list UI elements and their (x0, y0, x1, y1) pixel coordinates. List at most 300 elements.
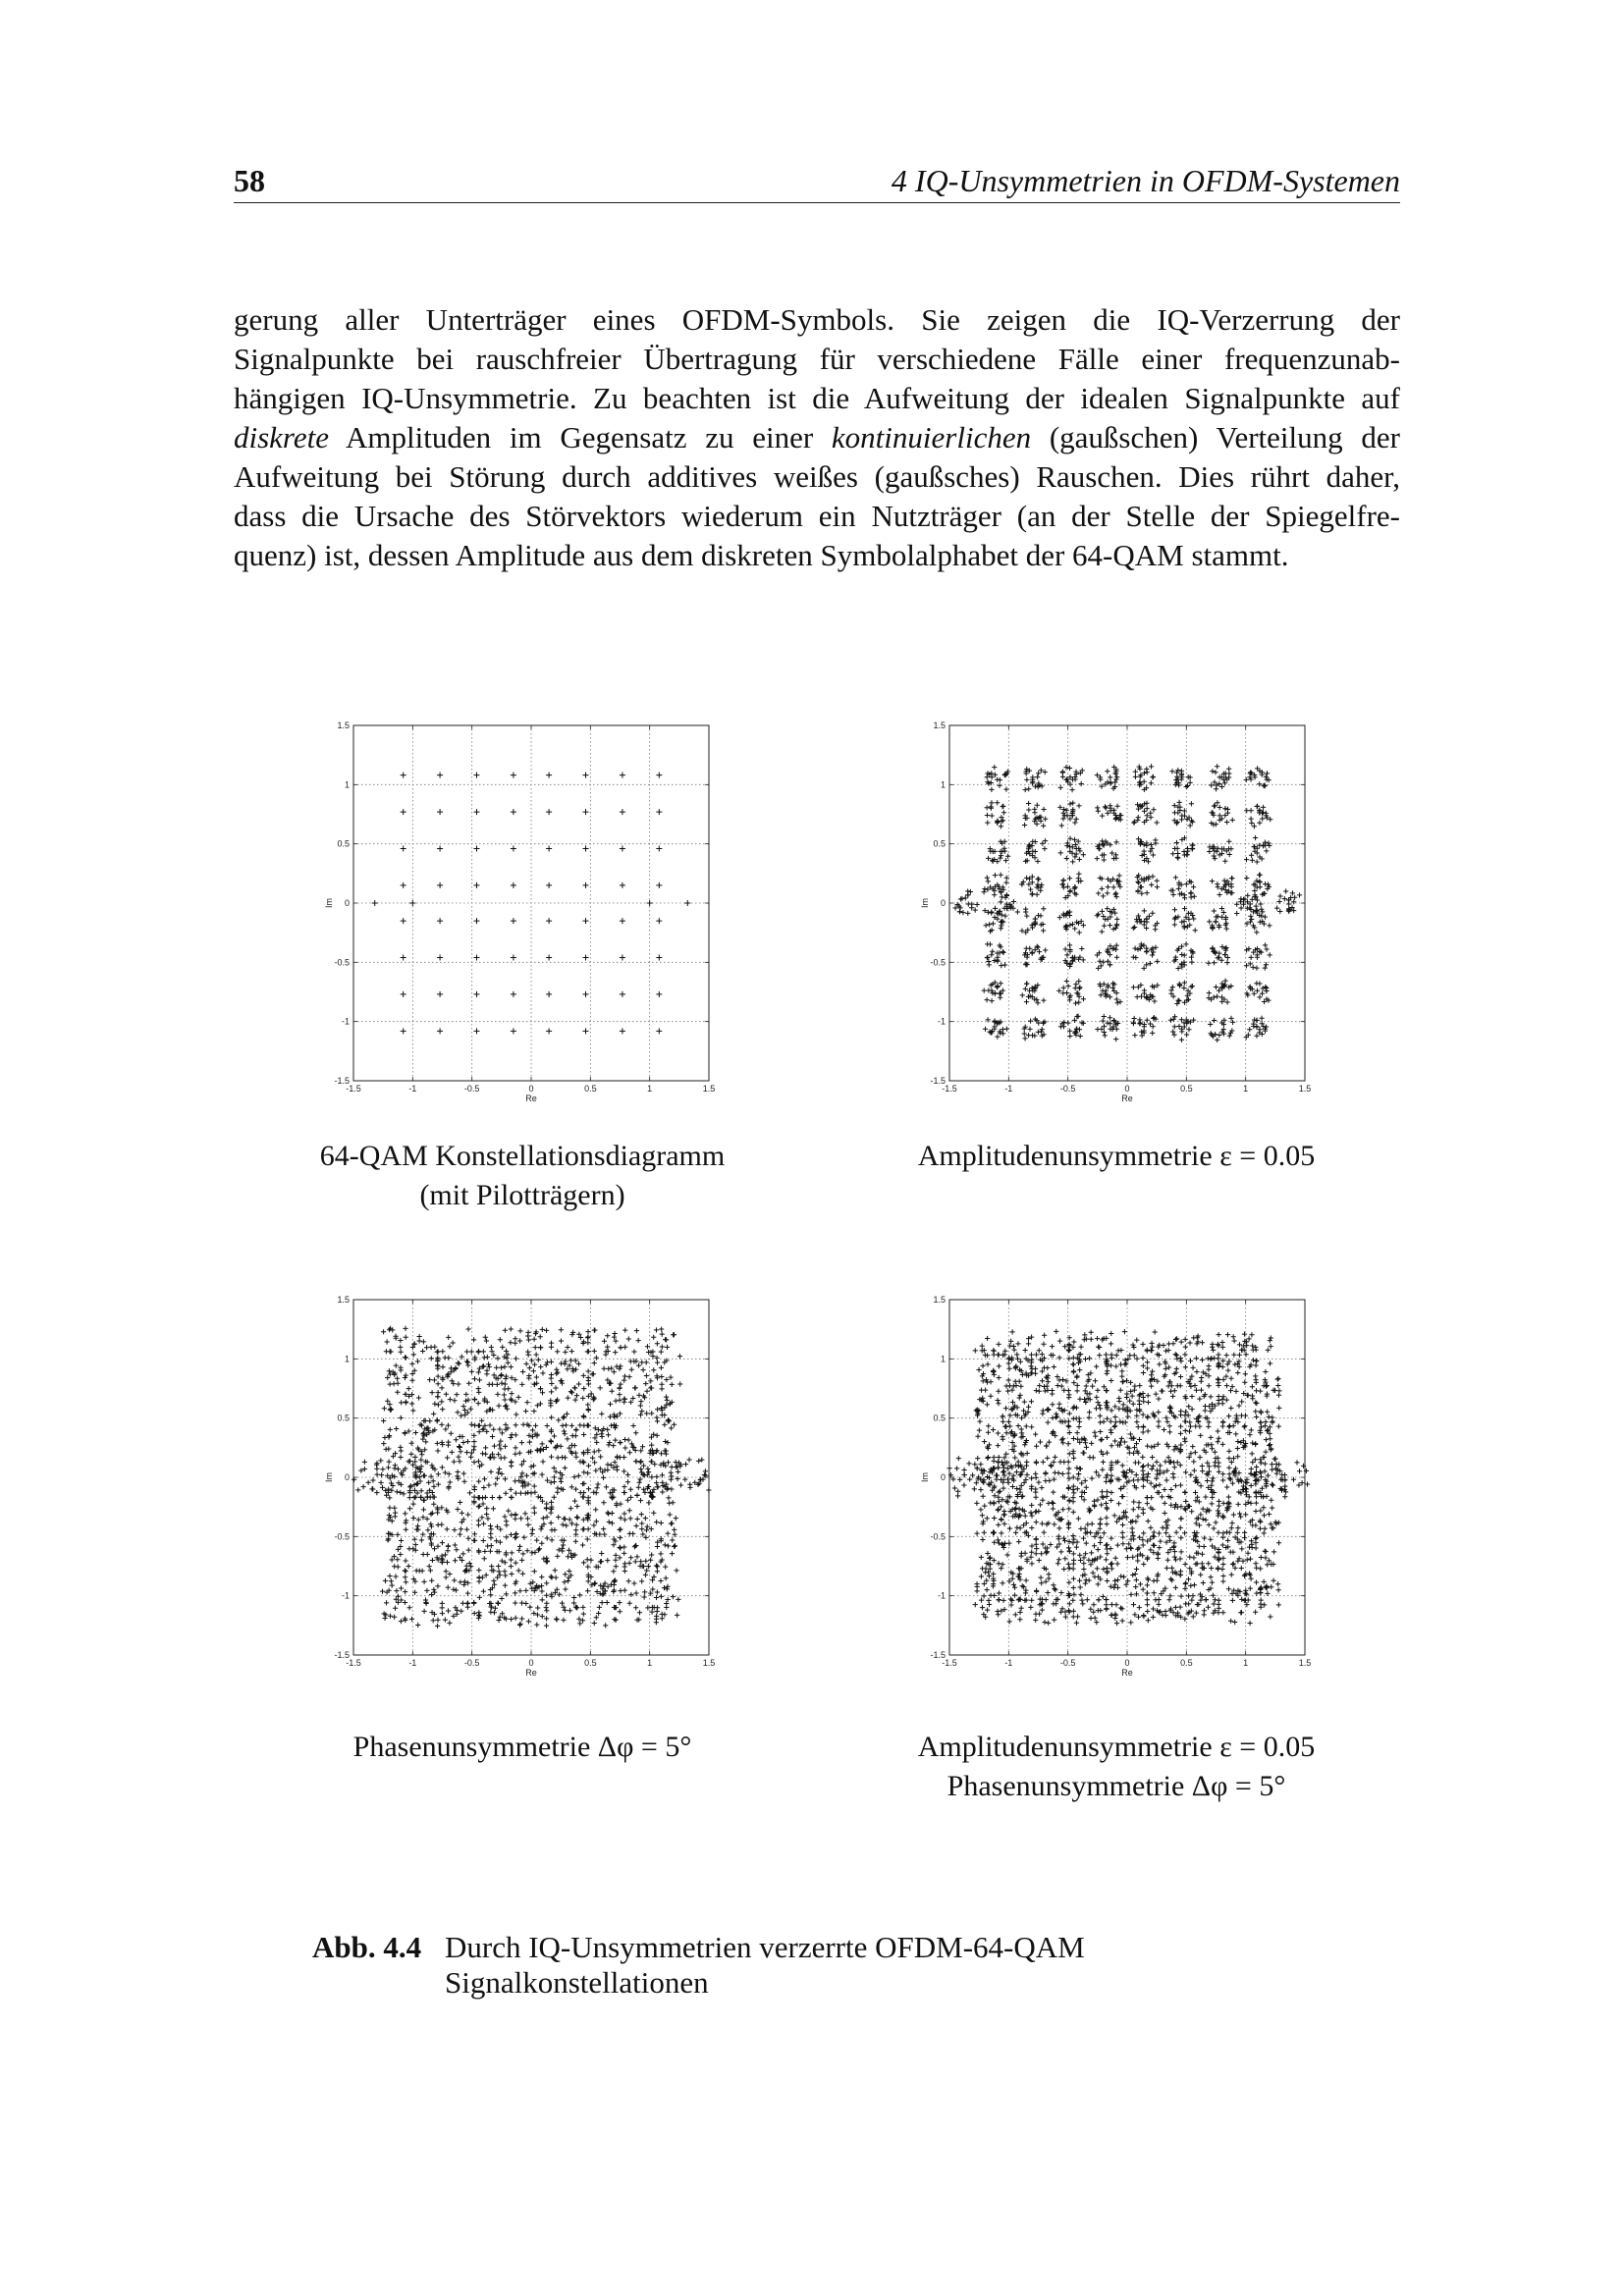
constellation-point (1153, 945, 1158, 950)
constellation-point (422, 1609, 427, 1614)
constellation-point (577, 1621, 582, 1626)
constellation-point (532, 1511, 537, 1516)
constellation-point (633, 1523, 638, 1528)
constellation-point (1145, 1018, 1150, 1023)
constellation-point (1108, 1015, 1112, 1020)
constellation-point (570, 1366, 575, 1371)
constellation-point (361, 1484, 366, 1489)
constellation-point (581, 1469, 586, 1474)
y-tick-label: 0.5 (337, 1413, 350, 1423)
constellation-point (1157, 1545, 1162, 1550)
constellation-point (546, 845, 552, 851)
constellation-point (1145, 1360, 1150, 1364)
constellation-point (503, 1376, 508, 1381)
constellation-point (460, 1551, 465, 1556)
constellation-point (984, 1578, 989, 1583)
constellation-point (991, 921, 996, 926)
constellation-point (1134, 1567, 1139, 1572)
constellation-point (1220, 1535, 1225, 1540)
constellation-point (437, 918, 443, 924)
constellation-point (417, 1474, 422, 1479)
constellation-point (663, 1542, 668, 1547)
constellation-point (1104, 1400, 1109, 1405)
constellation-point (524, 1362, 529, 1366)
constellation-point (430, 1558, 435, 1563)
constellation-point (544, 1556, 549, 1561)
constellation-point (1061, 1535, 1066, 1540)
constellation-point (965, 911, 970, 916)
constellation-point (583, 773, 589, 778)
constellation-point (1160, 1494, 1164, 1499)
constellation-point (1132, 1016, 1137, 1021)
constellation-point (1001, 1598, 1006, 1603)
constellation-point (476, 1575, 481, 1579)
constellation-point (1155, 1471, 1160, 1476)
constellation-point (440, 1605, 445, 1610)
constellation-point (1221, 1027, 1226, 1032)
constellation-point (649, 1552, 654, 1557)
constellation-point (644, 1373, 649, 1378)
constellation-point (1045, 1375, 1050, 1380)
constellation-point (1081, 852, 1086, 857)
constellation-point (1109, 1561, 1114, 1566)
constellation-point (544, 1593, 549, 1598)
constellation-point (1274, 905, 1279, 910)
constellation-point (401, 773, 406, 778)
constellation-point (1067, 1549, 1072, 1554)
x-tick-label: -1 (408, 1084, 417, 1094)
constellation-point (1082, 1490, 1087, 1495)
constellation-point (404, 1579, 408, 1584)
constellation-point (1100, 814, 1105, 819)
constellation-point (1058, 1590, 1063, 1595)
constellation-point (1109, 1463, 1113, 1468)
constellation-point (1067, 1411, 1072, 1415)
constellation-point (1016, 1507, 1021, 1512)
constellation-point (618, 1411, 622, 1415)
constellation-point (617, 1600, 622, 1605)
constellation-point (1042, 846, 1047, 851)
constellation-point (1083, 1581, 1088, 1586)
constellation-point (473, 918, 479, 924)
constellation-point (1227, 852, 1232, 857)
constellation-point (471, 1337, 476, 1342)
constellation-point (656, 773, 662, 778)
constellation-point (1026, 801, 1031, 806)
constellation-point (654, 1474, 659, 1479)
constellation-point (382, 1435, 387, 1440)
constellation-point (472, 1531, 477, 1536)
y-tick-label: -1.5 (930, 1650, 946, 1660)
constellation-point (1183, 1499, 1188, 1504)
constellation-point (1212, 1525, 1217, 1530)
constellation-point (639, 1526, 644, 1531)
constellation-point (1009, 1388, 1014, 1393)
x-tick-label: 0 (1124, 1658, 1130, 1668)
constellation-point (499, 1373, 504, 1378)
constellation-point (1067, 801, 1072, 806)
constellation-point (639, 1578, 644, 1583)
constellation-point (982, 886, 987, 891)
constellation-point (586, 1495, 591, 1500)
constellation-point (592, 1460, 597, 1465)
constellation-point (581, 1526, 586, 1531)
constellation-point (452, 1398, 457, 1403)
constellation-point (456, 1381, 460, 1386)
x-tick-label: -0.5 (1059, 1084, 1076, 1094)
constellation-point (1162, 1487, 1166, 1492)
constellation-point (1193, 928, 1198, 933)
constellation-point (651, 1511, 656, 1516)
constellation-point (1163, 1609, 1167, 1614)
constellation-point (1220, 1578, 1225, 1583)
constellation-point (479, 1418, 484, 1423)
constellation-point (666, 1543, 671, 1548)
constellation-point (460, 1434, 464, 1439)
constellation-point (1170, 1570, 1175, 1575)
constellation-point (998, 995, 1002, 1000)
constellation-point (996, 1508, 1001, 1513)
constellation-point (416, 1395, 421, 1400)
constellation-point (487, 1422, 492, 1427)
constellation-point (1094, 1469, 1099, 1474)
constellation-point (1053, 1455, 1057, 1460)
constellation-point (1144, 843, 1149, 848)
constellation-point (663, 1337, 668, 1342)
constellation-point (435, 1418, 440, 1423)
constellation-point (622, 1445, 627, 1450)
constellation-point (1200, 1552, 1205, 1557)
constellation-point (618, 1545, 622, 1550)
constellation-point (1169, 769, 1174, 774)
constellation-point (525, 1548, 530, 1553)
constellation-point (412, 1495, 417, 1500)
constellation-point (618, 1345, 622, 1350)
constellation-point (999, 899, 1003, 904)
constellation-point (1005, 1466, 1010, 1470)
constellation-point (446, 1423, 451, 1428)
constellation-point (446, 1608, 451, 1613)
constellation-point (1017, 1617, 1022, 1622)
constellation-point (999, 824, 1003, 828)
constellation-point (437, 955, 443, 961)
constellation-point (1065, 1020, 1070, 1025)
constellation-point (1036, 877, 1041, 881)
constellation-point (1076, 999, 1081, 1004)
constellation-point (1172, 1555, 1177, 1560)
constellation-point (1095, 805, 1100, 810)
constellation-point (469, 1369, 474, 1374)
constellation-point (1195, 1480, 1200, 1485)
constellation-point (1174, 770, 1179, 774)
constellation-point (1092, 1503, 1097, 1508)
constellation-point (593, 1507, 598, 1512)
constellation-point (532, 1483, 537, 1488)
constellation-point (1134, 1419, 1139, 1424)
constellation-point (1109, 1498, 1113, 1503)
constellation-point (1164, 1525, 1169, 1530)
constellation-point (509, 1460, 514, 1465)
constellation-point (1024, 946, 1029, 951)
constellation-point (997, 1590, 1001, 1595)
constellation-point (1145, 1348, 1150, 1353)
constellation-point (403, 1575, 407, 1579)
constellation-point (435, 1394, 440, 1399)
constellation-point (410, 1546, 415, 1551)
constellation-point (580, 1605, 585, 1610)
constellation-point (460, 1601, 465, 1606)
constellation-point (583, 1028, 589, 1034)
constellation-point (1114, 955, 1119, 960)
constellation-point (613, 1350, 618, 1355)
constellation-point (528, 1465, 533, 1469)
constellation-point (1046, 1590, 1051, 1595)
constellation-point (1006, 1540, 1011, 1545)
constellation-point (1197, 1499, 1202, 1504)
constellation-point (585, 1557, 590, 1562)
constellation-point (659, 1374, 664, 1379)
constellation-point (471, 1499, 476, 1504)
constellation-point (594, 1519, 599, 1523)
constellation-point (477, 1613, 482, 1618)
constellation-point (655, 1433, 660, 1438)
constellation-point (622, 1544, 626, 1549)
constellation-point (1226, 1586, 1231, 1591)
constellation-point (1141, 1530, 1146, 1535)
constellation-point (517, 1622, 522, 1627)
constellation-point (985, 1380, 990, 1385)
constellation-point (1028, 1370, 1033, 1375)
constellation-point (499, 1381, 504, 1386)
constellation-point (1041, 1460, 1046, 1465)
constellation-point (437, 845, 443, 851)
constellation-point (1032, 807, 1037, 812)
constellation-point (559, 1479, 564, 1484)
constellation-point (1066, 1566, 1071, 1571)
constellation-point (643, 1573, 648, 1577)
constellation-point (591, 1490, 596, 1495)
constellation-point (1044, 1444, 1049, 1449)
constellation-point (1186, 1593, 1191, 1598)
constellation-point (1066, 1441, 1071, 1446)
constellation-point (1238, 899, 1243, 904)
constellation-point (496, 1564, 501, 1569)
constellation-point (1105, 1551, 1109, 1556)
constellation-point (1029, 1598, 1034, 1603)
constellation-point (395, 1557, 400, 1562)
constellation-point (417, 1338, 422, 1343)
constellation-point (1081, 996, 1086, 1001)
constellation-point (1058, 785, 1063, 790)
constellation-point (1142, 908, 1147, 913)
constellation-point (503, 1397, 508, 1402)
constellation-point (1075, 1383, 1080, 1388)
constellation-point (1200, 1358, 1205, 1362)
constellation-point (1144, 962, 1149, 967)
constellation-point (1131, 1402, 1136, 1407)
constellation-point (1004, 1430, 1009, 1435)
constellation-point (670, 1382, 675, 1387)
constellation-point (1036, 1480, 1041, 1485)
constellation-point (435, 1618, 440, 1623)
constellation-point (1073, 986, 1078, 990)
constellation-point (982, 1504, 987, 1509)
constellation-point (1282, 896, 1287, 901)
constellation-point (437, 882, 443, 888)
constellation-point (548, 1438, 553, 1443)
constellation-point (1190, 1444, 1195, 1449)
constellation-point (1120, 1541, 1125, 1546)
constellation-point (1113, 1419, 1118, 1424)
constellation-point (443, 1617, 448, 1622)
constellation-point (1141, 1370, 1146, 1375)
y-tick-label: 1 (344, 779, 350, 790)
constellation-point (1097, 1353, 1102, 1358)
constellation-point (1145, 1597, 1150, 1602)
constellation-point (445, 1455, 450, 1460)
constellation-point (1024, 777, 1029, 782)
constellation-point (581, 1481, 586, 1486)
constellation-point (1212, 1018, 1217, 1023)
constellation-point (1077, 930, 1082, 934)
constellation-point (1017, 1596, 1022, 1601)
constellation-point (1040, 1541, 1045, 1546)
constellation-point (569, 1423, 574, 1428)
constellation-point (385, 1537, 390, 1542)
constellation-point (654, 1595, 659, 1600)
constellation-point (1051, 1582, 1055, 1587)
constellation-point (416, 1517, 421, 1522)
constellation-point (982, 1581, 987, 1586)
constellation-point (1056, 1470, 1061, 1475)
constellation-point (556, 1417, 561, 1422)
constellation-point (1001, 1522, 1006, 1526)
constellation-point (1071, 1474, 1076, 1479)
constellation-point (1186, 1404, 1191, 1409)
constellation-point (483, 1335, 488, 1340)
constellation-point (983, 1387, 988, 1392)
constellation-point (1189, 1407, 1194, 1412)
constellation-point (1066, 1562, 1071, 1567)
constellation-point (1033, 1489, 1038, 1494)
constellation-point (460, 1440, 465, 1445)
constellation-point (552, 1433, 557, 1438)
constellation-point (998, 777, 1002, 782)
constellation-point (1071, 1561, 1076, 1566)
constellation-point (1106, 884, 1110, 889)
constellation-point (415, 1623, 420, 1628)
constellation-point (622, 1490, 627, 1495)
constellation-point (529, 1358, 534, 1362)
constellation-point (440, 1465, 445, 1469)
constellation-point (1165, 1558, 1170, 1563)
constellation-point (496, 1618, 501, 1623)
constellation-point (465, 1360, 470, 1364)
constellation-point (519, 1616, 524, 1621)
constellation-point (544, 1605, 549, 1610)
constellation-point (1034, 1352, 1039, 1357)
constellation-point (1011, 1348, 1016, 1353)
constellation-point (485, 1400, 490, 1405)
constellation-point (392, 1466, 397, 1470)
constellation-point (513, 1590, 517, 1595)
constellation-point (618, 1535, 622, 1540)
constellation-point (622, 1564, 627, 1569)
constellation-point (1105, 1542, 1109, 1547)
constellation-point (524, 1473, 529, 1478)
constellation-point (1113, 890, 1118, 895)
constellation-point (985, 1336, 990, 1341)
constellation-point (581, 1432, 586, 1437)
constellation-point (381, 1441, 386, 1446)
constellation-point (484, 1573, 489, 1577)
constellation-point (977, 1428, 982, 1433)
constellation-point (511, 918, 516, 924)
constellation-point (1100, 886, 1105, 891)
constellation-point (1135, 1514, 1140, 1519)
constellation-point (1118, 1574, 1123, 1578)
constellation-point (457, 1444, 461, 1449)
constellation-point (618, 1527, 622, 1532)
constellation-point (1105, 1489, 1109, 1494)
constellation-point (1154, 1460, 1159, 1465)
constellation-point (1173, 1352, 1178, 1357)
constellation-point (1188, 1359, 1193, 1363)
constellation-point (471, 1600, 476, 1605)
constellation-point (1018, 1490, 1023, 1495)
constellation-point (1173, 1605, 1178, 1610)
constellation-point (463, 1392, 468, 1397)
constellation-point (436, 1402, 441, 1407)
constellation-point (1109, 1353, 1113, 1358)
constellation-point (469, 1349, 474, 1354)
constellation-point (639, 1360, 644, 1364)
constellation-point (628, 1592, 633, 1597)
constellation-point (554, 1367, 559, 1372)
constellation-point (999, 981, 1003, 986)
constellation-point (639, 1512, 644, 1517)
constellation-point (1089, 1337, 1094, 1342)
constellation-point (997, 1375, 1001, 1380)
constellation-point (440, 1349, 445, 1354)
constellation-point (1042, 1529, 1047, 1534)
constellation-point (648, 1558, 653, 1563)
constellation-point (476, 1369, 481, 1374)
constellation-point (1128, 1546, 1133, 1551)
constellation-point (1192, 894, 1197, 899)
constellation-point (1198, 1433, 1203, 1438)
constellation-point (986, 1423, 991, 1428)
constellation-point (546, 955, 552, 961)
constellation-point (497, 1569, 502, 1574)
constellation-point (638, 1399, 643, 1404)
constellation-point (1147, 914, 1152, 919)
constellation-point (503, 1381, 508, 1386)
constellation-point (1155, 879, 1160, 883)
constellation-point (1076, 872, 1081, 877)
constellation-point (491, 1578, 496, 1583)
constellation-point (1109, 1430, 1113, 1435)
constellation-point (1040, 1601, 1045, 1606)
constellation-point (459, 1414, 463, 1418)
constellation-point (1248, 914, 1253, 919)
constellation-point (534, 1352, 539, 1357)
constellation-point (1117, 999, 1122, 1004)
constellation-point (617, 1386, 622, 1391)
constellation-point (1255, 859, 1260, 864)
constellation-point (1201, 1507, 1206, 1512)
constellation-point (1214, 985, 1218, 989)
